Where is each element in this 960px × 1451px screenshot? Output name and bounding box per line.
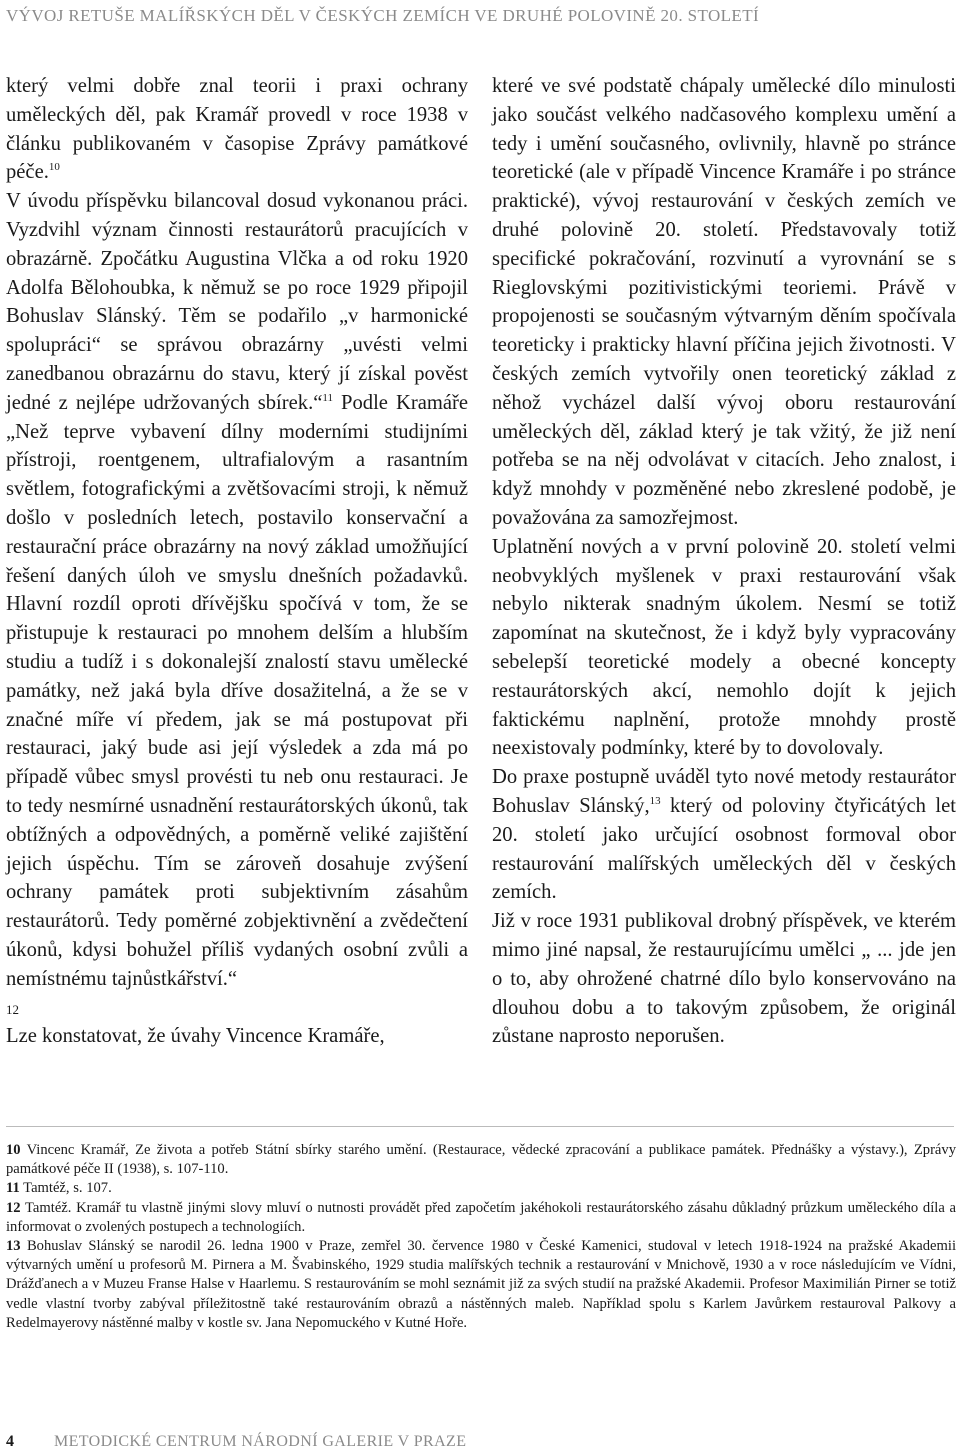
page-number: 4 bbox=[6, 1433, 14, 1450]
page-footer bbox=[6, 1433, 466, 1451]
footnote-number: 13 bbox=[6, 1238, 21, 1255]
right-paragraph-4: Již v roce 1931 publikoval drobný příspěvek, ve kterém mimo jiné napsal, že restaurujícímu umělci „ ... jde jen o to, aby ohrožené chatrné dílo bylo konservováno na dlouhou dobu a to takovým způsobem, že originál zůstane naprosto neporušen. bbox=[492, 910, 956, 1048]
body-text: který velmi dobře znal teorii i praxi ochrany uměleckých děl, pak Kramář provedl v roce 1938 v článku publikovaném v časopise Zprávy památkové péče. bbox=[6, 75, 468, 184]
body-text: který od poloviny čtyřicátých let 20. století jako určující osobnost formoval obor restaurování malířských uměleckých děl v českých zemích. bbox=[492, 794, 956, 904]
left-column bbox=[6, 72, 468, 1051]
body-text: Podle Kramáře „Než teprve vybavení dílny moderními studijními přístroji, roentgenem, ultrafialovým a rasantním světlem, fotografickými a zvětšovacími stroji, k němuž došlo v posledních letech, postavilo konservační a restaurační práce obrazárny na nový základ umožňující řešení daných úloh ve smyslu dnešních požadavků. Hlavní rozdíl oproti dřívějšku spočívá v tom, že se přistupuje k restauraci po mnohem delším a hlubším studiu a tudíž i s dokonalejší znalostí stavu umělecké památky, než jaká byla dříve dosažitelná, a že se v značné míře ví předem, jak se má postupovat při restauraci, jaký bude asi její výsledek a zda má po případě vůbec smysl provésti tu neb onu restauraci. Je to tedy nesmírné usnadnění restaurátorských úkonů, tak obtížných a odpovědných, a poměrně veliké zajištění jejich úspěchu. Tím se zároveň dosahuje zvýšení ochrany památek proti subjektivním zásahům restaurátorů. Tedy poměrné zobjektivnění a zvědečtení úkonů, kdysi bohužel příliš vydaných osobní zvůli a nemístnému tajnůstkářství.“ bbox=[6, 391, 469, 990]
footnote-ref-10[interactable]: 10 bbox=[48, 161, 60, 174]
right-paragraph-1: které ve své podstatě chápaly umělecké dílo minulosti jako součást velkého nadčasového komplexu umění a tedy i umění současného, ovlivnily, hlavně po stránce teoretické (ale v případě Vincence Kramáře i po stránce praktické), vývoj restaurování v českých zemích ve druhé polovině 20. století. Představovaly totiž specifické pokračování, rozvinutí a vyrovnání se s Rieglovskými pozitivistickými teoriemi. Právě v propojenosti se současným výtvarným děním spočívala teoreticky i prakticky hlavní příčina jejich životnosti. V českých zemích vytvořily onen teoretický základ z něhož vycházel další vývoj oboru restaurování uměleckých děl, základ který je tak vžitý, že již není potřeba se na něj odvolávat v citacích. Jeho znalost, i když mnohdy v pozměněné nebo zkreslené podobě, je považována za samozřejmost. bbox=[492, 75, 956, 529]
left-paragraph-3: Lze konstatovat, že úvahy Vincence Kramáře, bbox=[6, 1025, 385, 1048]
right-paragraph-3 bbox=[492, 763, 956, 907]
footnote-text: Tamtéž, s. 107. bbox=[19, 1180, 112, 1197]
right-paragraph-2: Uplatnění nových a v první polovině 20. století velmi neobvyklých myšlenek v praxi restaurování však nebylo nikterak snadným úkolem. Nesmí se totiž zapomínat na skutečnost, že i když byly vypracovány sebelepší teoretické modely a obecné koncepty restaurátorských akcí, nemohlo dojít k jejich faktickému naplnění, protože mnohdy prostě neexistovaly podmínky, které by to dovolovaly. bbox=[492, 535, 956, 760]
footnotes bbox=[6, 1141, 956, 1333]
footnote-number: 11 bbox=[6, 1180, 20, 1197]
footnote-number: 10 bbox=[6, 1142, 21, 1158]
left-paragraph-2 bbox=[6, 187, 468, 1022]
footnote-11 bbox=[6, 1179, 956, 1198]
right-column bbox=[492, 72, 956, 1051]
left-paragraph-1 bbox=[6, 72, 468, 187]
footnote-12 bbox=[6, 1199, 956, 1237]
publisher-name: METODICKÉ CENTRUM NÁRODNÍ GALERIE V PRAZE bbox=[54, 1433, 467, 1450]
footnote-text: Bohuslav Slánský se narodil 26. ledna 1900 v Praze, zemřel 30. července 1980 v České Kamenici, studoval v letech 1918-1924 na pražské Akademii výtvarných umění u profesorů M. Pirnera a M. Švabinského, 1929 studia malířských technik a restaurování v Mnichově, 1930 a v roce následujícím ve Vídni, Drážďanech a v Muzeu Franse Halse v Haarlemu. S restaurováním se mohl seznámit již za svých studií na pražské Akademii. Profesor Maximilián Pirner se totiž vedle vlastní tvorby zabýval příležitostně také restaurováním obrazů a nástěnných maleb. Například spolu s Karlem Javůrkem restauroval Palkovy a Redelmayerovy nástěnné malby v kostle sv. Jana Nepomuckého v Kutné Hoře. bbox=[6, 1238, 956, 1331]
body-text: V úvodu příspěvku bilancoval dosud vykonanou práci. Vyzdvihl význam činnosti restaurátorů pracujících v obrazárně. Zpočátku Augustina Vlčka a od roku 1920 Adolfa Bělohoubka, k němuž se po roce 1929 připojil Bohuslav Slánský. Těm se podařilo „v harmonické spolupráci“ se správou obrazárny „uvésti velmi zanedbanou obrazárnu do stavu, který jí získal pověst jedné z nejlépe udržovaných sbírek.“ bbox=[6, 190, 468, 414]
footnote-13 bbox=[6, 1237, 956, 1333]
footnote-ref-12[interactable]: 12 bbox=[6, 1001, 19, 1017]
footnote-ref-11[interactable]: 11 bbox=[322, 391, 333, 404]
running-title: VÝVOJ RETUŠE MALÍŘSKÝCH DĚL V ČESKÝCH ZEMÍCH VE DRUHÉ POLOVINĚ 20. STOLETÍ bbox=[6, 6, 760, 25]
footnote-text: Tamtéž. Kramář tu vlastně jinými slovy mluví o nutnosti provádět před započetím jakéhokoli restaurátorského zásahu důkladný průzkum uměleckého díla a informovat o zvolených postupech a technologiích. bbox=[6, 1199, 956, 1235]
footnote-text: Vincenc Kramář, Ze života a potřeb Státní sbírky starého umění. (Restaurace, vědecké zpracování a publikace památek. Přednášky a výstavy.), Zprávy památkové péče II (1938), s. 107-110. bbox=[6, 1142, 956, 1178]
footnote-10 bbox=[6, 1141, 956, 1179]
body-text: Do praxe postupně uváděl tyto nové metody restaurátor Bohuslav Slánský, bbox=[492, 766, 956, 817]
footnote-ref-13[interactable]: 13 bbox=[649, 795, 661, 808]
footnote-divider bbox=[6, 1126, 954, 1127]
footnote-number: 12 bbox=[6, 1199, 21, 1216]
